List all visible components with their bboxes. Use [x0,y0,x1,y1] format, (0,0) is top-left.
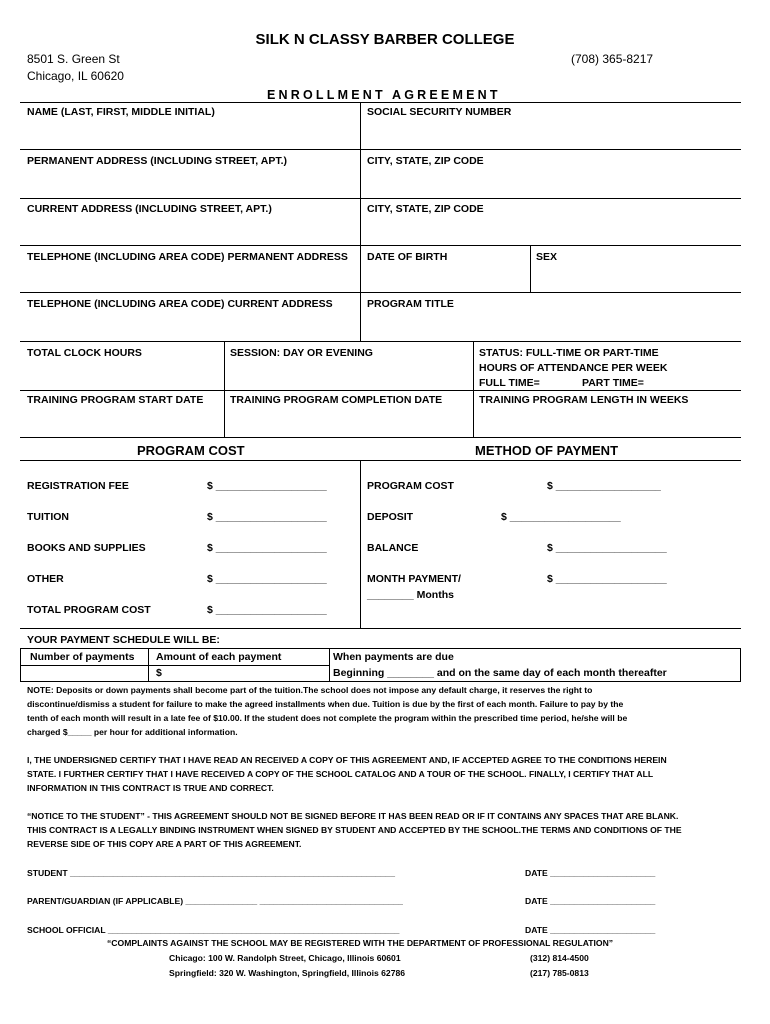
name-field-label: NAME (LAST, FIRST, MIDDLE INITIAL) [27,106,215,118]
books-supplies-value[interactable]: $ ___________________ [207,542,327,554]
total-cost-value[interactable]: $ ___________________ [207,604,327,616]
telephone-current-label: TELEPHONE (INCLUDING AREA CODE) CURRENT ADDRESS [27,298,333,310]
method-of-payment-heading: METHOD OF PAYMENT [475,443,619,458]
start-date-label: TRAINING PROGRAM START DATE [27,394,204,406]
hours-per-week-label: HOURS OF ATTENDANCE PER WEEK [479,362,668,374]
tuition-value[interactable]: $ ___________________ [207,511,327,523]
tuition-label: TUITION [27,511,69,523]
amount-each-payment-value[interactable]: $ [156,667,162,679]
permanent-city-label: CITY, STATE, ZIP CODE [367,155,484,167]
balance-value[interactable]: $ ___________________ [547,542,667,554]
chicago-office-phone: (312) 814-4500 [530,953,589,963]
springfield-office-phone: (217) 785-0813 [530,968,589,978]
status-label: STATUS: FULL-TIME OR PART-TIME [479,347,659,359]
parent-date-line[interactable]: DATE ______________________ [525,896,656,906]
when-due-header: When payments are due [333,651,454,663]
telephone-permanent-label: TELEPHONE (INCLUDING AREA CODE) PERMANENT ADDRESS [27,251,348,263]
registration-fee-label: REGISTRATION FEE [27,480,129,492]
current-address-label: CURRENT ADDRESS (INCLUDING STREET, APT.) [27,203,272,215]
payment-schedule-heading: YOUR PAYMENT SCHEDULE WILL BE: [27,634,220,646]
books-supplies-label: BOOKS AND SUPPLIES [27,542,146,554]
student-signature-line[interactable]: STUDENT ____________________________________________________________________ [27,868,395,878]
note-line-2: discontinue/dismiss a student for failure to make the agreed installments when due. Tuition is due by the first of each month. Failure to pay by the [27,699,624,709]
notice-line-2: THIS CONTRACT IS A LEGALLY BINDING INSTRUMENT WHEN SIGNED BY STUDENT AND ACCEPTED BY THE SCHOOL.THE TERMS AND CONDITIONS OF THE [27,825,682,835]
total-cost-label: TOTAL PROGRAM COST [27,604,151,616]
full-time-label: FULL TIME= [479,377,540,389]
parent-signature-line[interactable]: PARENT/GUARDIAN (IF APPLICABLE) _______________ ______________________________ [27,896,403,906]
certify-line-3: INFORMATION IN THIS CONTRACT IS TRUE AND CORRECT. [27,783,274,793]
deposit-value[interactable]: $ ___________________ [501,511,621,523]
cost-column-divider [360,460,361,628]
ssn-field-label: SOCIAL SECURITY NUMBER [367,106,512,118]
note-line-3: tenth of each month will result in a late fee of $10.00. If the student does not complete the program within the prescribed time period, he/she will be [27,713,628,723]
college-phone: (708) 365-8217 [571,52,654,66]
balance-label: BALANCE [367,542,419,554]
month-payment-label: MONTH PAYMENT/ [367,573,461,585]
other-cost-value[interactable]: $ ___________________ [207,573,327,585]
student-date-line[interactable]: DATE ______________________ [525,868,656,878]
session-label: SESSION: DAY OR EVENING [230,347,373,359]
completion-date-label: TRAINING PROGRAM COMPLETION DATE [230,394,443,406]
other-cost-label: OTHER [27,573,64,585]
certify-line-1: I, THE UNDERSIGNED CERTIFY THAT I HAVE READ AN RECEIVED A COPY OF THIS AGREEMENT AND, IF ACCEPTED AGREE TO THE CONDITIONS HEREIN [27,755,667,765]
deposit-label: DEPOSIT [367,511,414,523]
document-title: ENROLLMENT AGREEMENT [267,88,501,102]
chicago-office-address: Chicago: 100 W. Randolph Street, Chicago, Illinois 60601 [169,953,401,963]
springfield-office-address: Springfield: 320 W. Washington, Springfield, Illinois 62786 [169,968,406,978]
number-of-payments-header: Number of payments [30,651,135,663]
length-weeks-label: TRAINING PROGRAM LENGTH IN WEEKS [479,394,689,406]
month-payment-value[interactable]: $ ___________________ [547,573,667,585]
note-line-4: charged $_____ per hour for additional information. [27,727,238,737]
street-address: 8501 S. Green St [27,52,120,66]
payment-program-cost-value[interactable]: $ __________________ [547,480,661,492]
notice-line-1: “NOTICE TO THE STUDENT” - THIS AGREEMENT SHOULD NOT BE SIGNED BEFORE IT HAS BEEN READ OR IF IT CONTAINS ANY SPACES THAT ARE BLANK. [27,811,679,821]
complaints-notice: “COMPLAINTS AGAINST THE SCHOOL MAY BE REGISTERED WITH THE DEPARTMENT OF PROFESSIONAL REGULATION” [107,938,614,948]
amount-each-payment-header: Amount of each payment [156,651,282,663]
note-line-1: NOTE: Deposits or down payments shall become part of the tuition.The school does not impose any default charge, it reserves the right to [27,685,593,695]
months-label[interactable]: ________ Months [367,589,454,601]
official-date-line[interactable]: DATE ______________________ [525,925,656,935]
certify-line-2: STATE. I FURTHER CERTIFY THAT I HAVE RECEIVED A COPY OF THE SCHOOL CATALOG AND A TOUR OF THE SCHOOL. FINALLY, I CERTIFY THAT ALL [27,769,654,779]
program-title-label: PROGRAM TITLE [367,298,454,310]
clock-hours-label: TOTAL CLOCK HOURS [27,347,142,359]
college-name: SILK N CLASSY BARBER COLLEGE [255,31,515,48]
schedule-top-line [20,628,741,629]
current-city-label: CITY, STATE, ZIP CODE [367,203,484,215]
registration-fee-value[interactable]: $ ___________________ [207,480,327,492]
date-of-birth-label: DATE OF BIRTH [367,251,448,263]
payment-program-cost-label: PROGRAM COST [367,480,454,492]
permanent-address-label: PERMANENT ADDRESS (INCLUDING STREET, APT.) [27,155,287,167]
cost-divider [20,460,741,461]
city-address: Chicago, IL 60620 [27,69,124,83]
program-cost-heading: PROGRAM COST [137,443,245,458]
when-due-value[interactable]: Beginning ________ and on the same day of each month thereafter [333,667,667,679]
official-signature-line[interactable]: SCHOOL OFFICIAL _____________________________________________________________ [27,925,400,935]
notice-line-3: REVERSE SIDE OF THIS COPY ARE A PART OF THIS AGREEMENT. [27,839,302,849]
part-time-label: PART TIME= [582,377,644,389]
sex-label: SEX [536,251,558,263]
